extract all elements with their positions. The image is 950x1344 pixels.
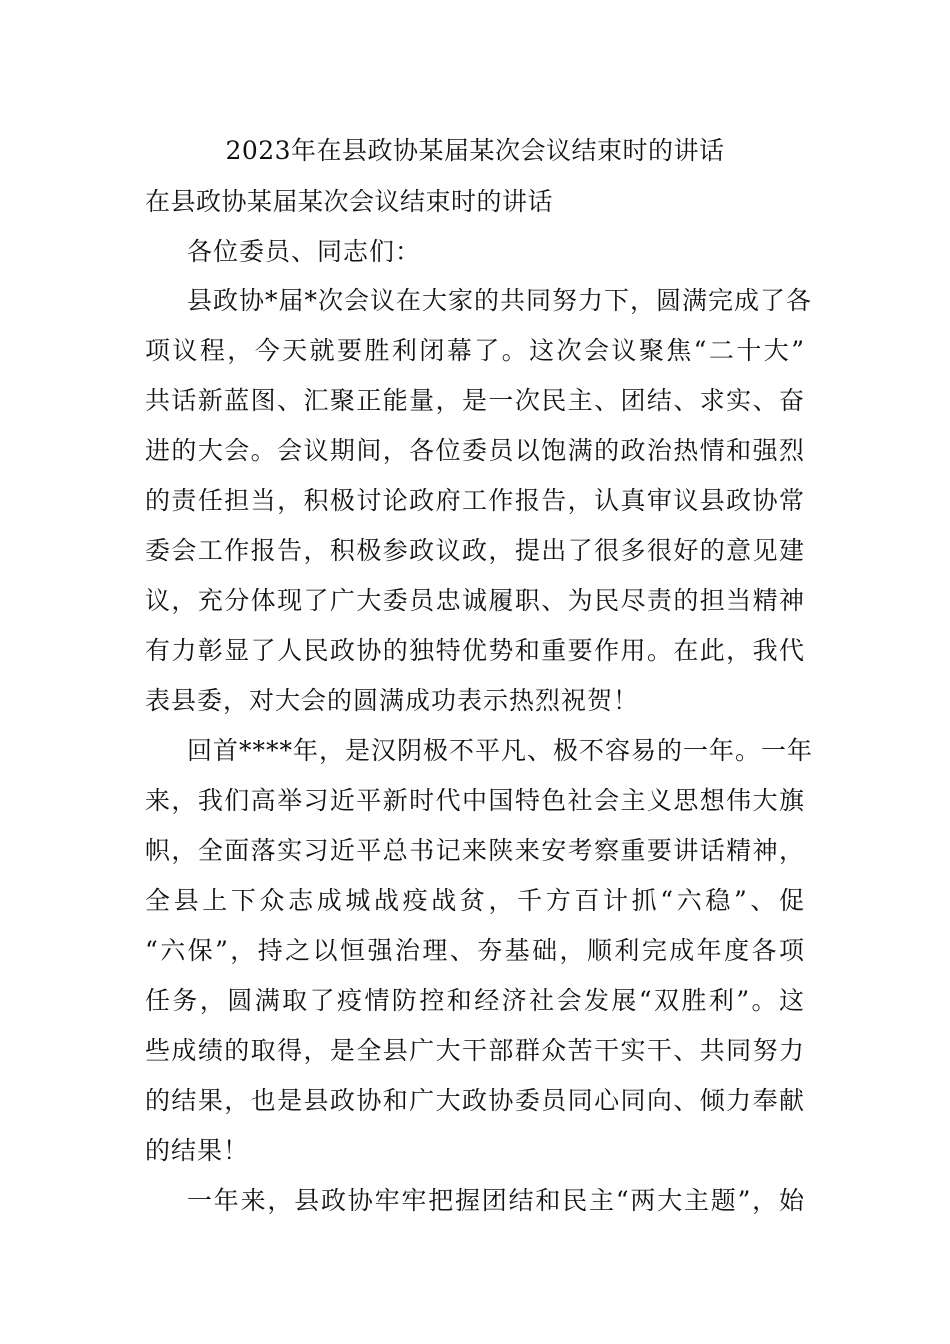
paragraph-1 xyxy=(145,276,813,726)
paragraph-line: 些成绩的取得，是全县广大干部群众苦干实干、共同努力 xyxy=(145,1036,805,1065)
paragraph-line: 的责任担当，积极讨论政府工作报告，认真审议县政协常 xyxy=(145,486,805,515)
document-title: 2023年在县政协某届某次会议结束时的讲话 xyxy=(225,136,725,165)
paragraph-line: 议，充分体现了广大委员忠诚履职、为民尽责的担当精神 xyxy=(145,586,805,615)
greeting: 各位委员、同志们： xyxy=(187,237,422,266)
document-subtitle: 在县政协某届某次会议结束时的讲话 xyxy=(145,187,554,216)
paragraph-2 xyxy=(145,726,814,1176)
paragraph-line: 任务，圆满取了疫情防控和经济社会发展“双胜利”。这 xyxy=(145,986,805,1015)
paragraph-line: 来，我们高举习近平新时代中国特色社会主义思想伟大旗 xyxy=(145,786,805,815)
paragraph-line: 帜，全面落实习近平总书记来陕来安考察重要讲话精神， xyxy=(145,836,805,865)
paragraph-line: 委会工作报告，积极参政议政，提出了很多很好的意见建 xyxy=(145,536,805,565)
paragraph-line: 的结果，也是县政协和广大政协委员同心同向、倾力奉献 xyxy=(145,1086,805,1115)
paragraph-line: 表县委，对大会的圆满成功表示热烈祝贺！ xyxy=(145,686,640,715)
paragraph-line: 有力彰显了人民政协的独特优势和重要作用。在此，我代 xyxy=(145,636,805,665)
paragraph-line: 回首****年，是汉阴极不平凡、极不容易的一年。一年 xyxy=(187,736,814,765)
paragraph-line: “六保”，持之以恒强治理、夯基础，顺利完成年度各项 xyxy=(145,936,805,965)
paragraph-line: 项议程，今天就要胜利闭幕了。这次会议聚焦“二十大” xyxy=(145,336,805,365)
paragraph-line: 的结果！ xyxy=(145,1136,250,1165)
paragraph-line: 进的大会。会议期间，各位委员以饱满的政治热情和强烈 xyxy=(145,436,805,465)
paragraph-line: 一年来，县政协牢牢把握团结和民主“两大主题”，始 xyxy=(187,1186,805,1215)
paragraph-line: 共话新蓝图、汇聚正能量，是一次民主、团结、求实、奋 xyxy=(145,386,805,415)
paragraph-3 xyxy=(145,1176,805,1226)
paragraph-line: 全县上下众志成城战疫战贫，千方百计抓“六稳”、促 xyxy=(145,886,805,915)
paragraph-line: 县政协*届*次会议在大家的共同努力下，圆满完成了各 xyxy=(187,286,813,315)
